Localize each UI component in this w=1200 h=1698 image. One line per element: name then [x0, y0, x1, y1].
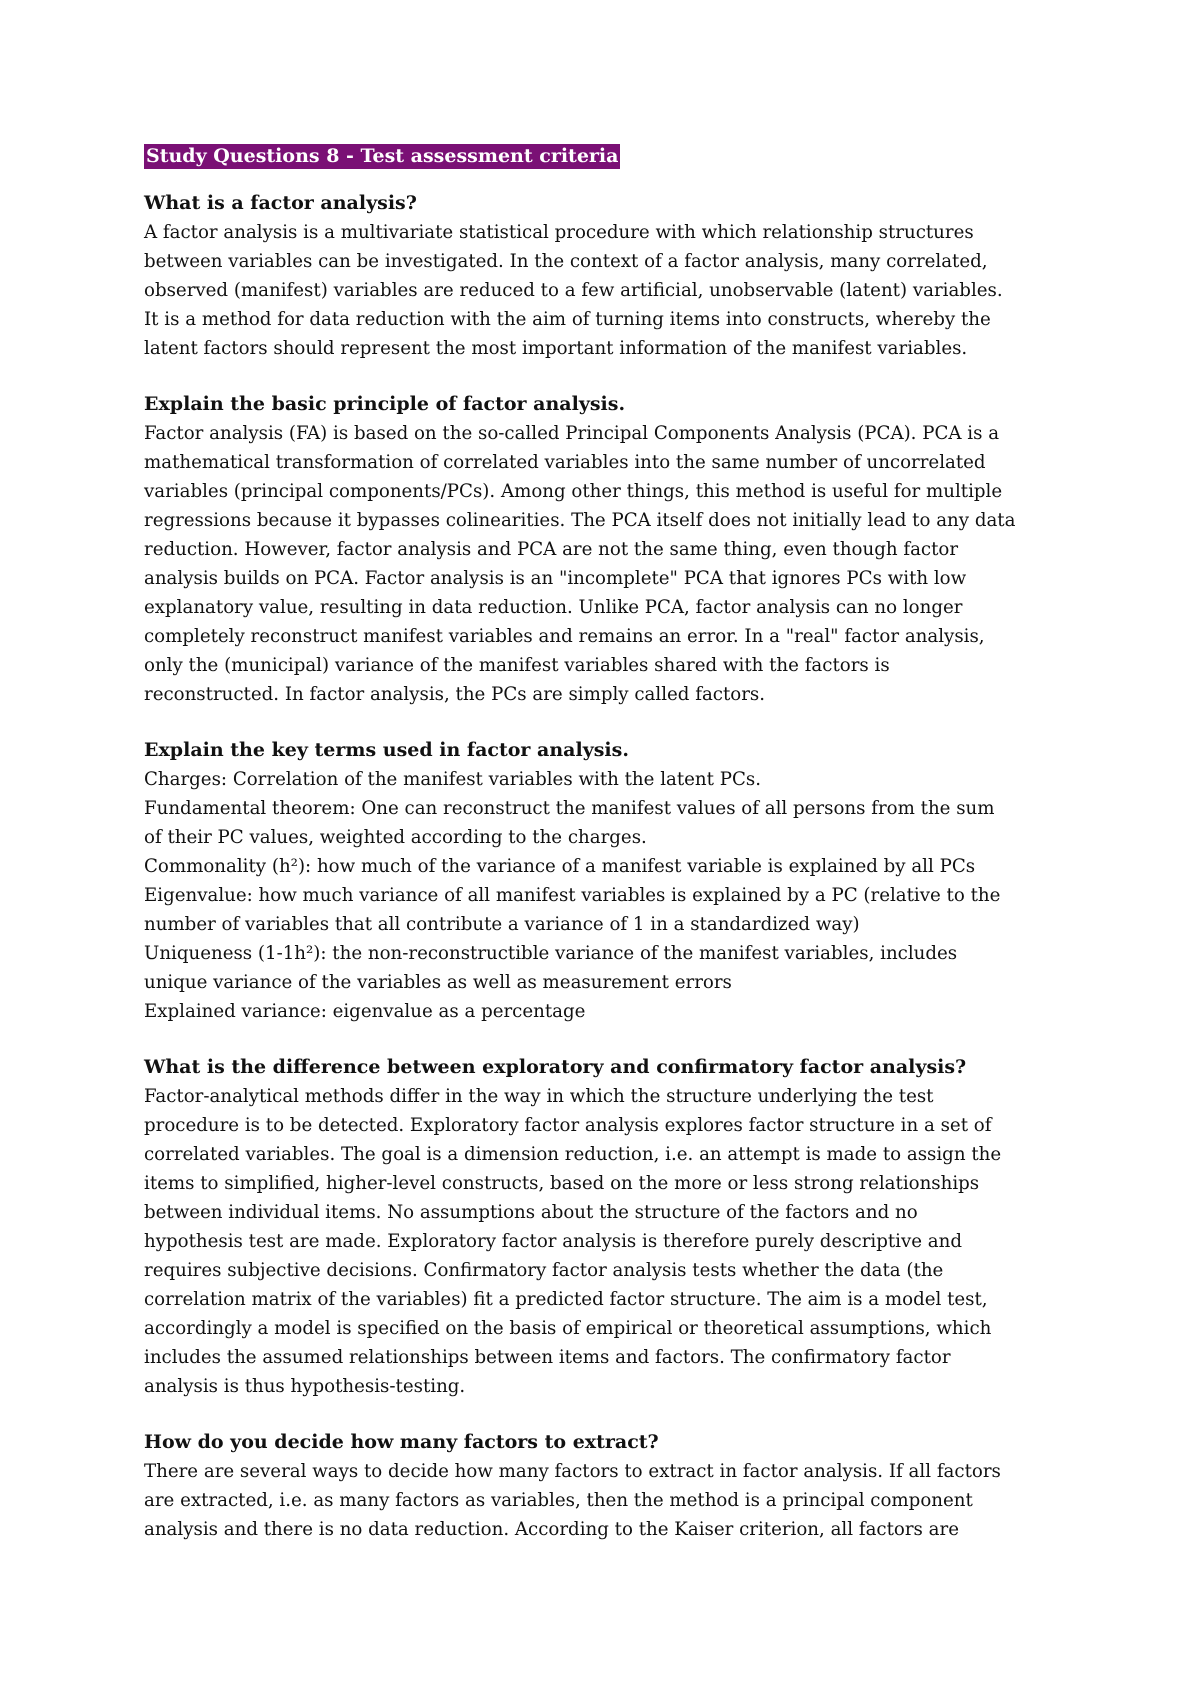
question-heading: Explain the basic principle of factor analysis.: [144, 393, 626, 415]
answer-line: between variables can be investigated. In the context of a factor analysis, many correlated,: [144, 251, 988, 272]
answer-line: unique variance of the variables as well as measurement errors: [144, 972, 732, 993]
qa-section: [144, 1053, 1064, 1401]
qa-section: [144, 1428, 1064, 1544]
answer-line: Fundamental theorem: One can reconstruct the manifest values of all persons from the sum: [144, 798, 995, 819]
answer-paragraph: [144, 1082, 1064, 1401]
answer-line: only the (municipal) variance of the manifest variables shared with the factors is: [144, 655, 890, 676]
answer-line: reconstructed. In factor analysis, the PCs are simply called factors.: [144, 684, 766, 705]
answer-line: Commonality (h²): how much of the variance of a manifest variable is explained by all PCs: [144, 856, 976, 877]
answer-line: explanatory value, resulting in data reduction. Unlike PCA, factor analysis can no longer: [144, 597, 963, 618]
answer-line: number of variables that all contribute a variance of 1 in a standardized way): [144, 914, 860, 935]
answer-paragraph: [144, 765, 1064, 1026]
qa-section: [144, 390, 1064, 709]
answer-line: requires subjective decisions. Confirmatory factor analysis tests whether the data (the: [144, 1260, 944, 1281]
answer-line: It is a method for data reduction with the aim of turning items into constructs, whereby the: [144, 309, 991, 330]
answer-line: items to simplified, higher-level constructs, based on the more or less strong relationships: [144, 1173, 980, 1194]
answer-paragraph: [144, 1457, 1064, 1544]
answer-line: There are several ways to decide how many factors to extract in factor analysis. If all factors: [144, 1461, 1001, 1482]
answer-line: correlated variables. The goal is a dimension reduction, i.e. an attempt is made to assign the: [144, 1144, 1002, 1165]
qa-section: [144, 189, 1064, 363]
answer-line: completely reconstruct manifest variables and remains an error. In a "real" factor analysis,: [144, 626, 985, 647]
answer-line: regressions because it bypasses colinearities. The PCA itself does not initially lead to any data: [144, 510, 1016, 531]
answer-line: analysis and there is no data reduction. According to the Kaiser criterion, all factors are: [144, 1519, 959, 1540]
answer-line: Uniqueness (1-1h²): the non-reconstructible variance of the manifest variables, includes: [144, 943, 958, 964]
document-page: [144, 144, 1064, 1571]
answer-line: observed (manifest) variables are reduced to a few artificial, unobservable (latent) variables.: [144, 280, 1003, 301]
question-heading: What is the difference between exploratory and confirmatory factor analysis?: [144, 1056, 967, 1078]
answer-line: Factor-analytical methods differ in the way in which the structure underlying the test: [144, 1086, 934, 1107]
answer-line: procedure is to be detected. Exploratory factor analysis explores factor structure in a set of: [144, 1115, 992, 1136]
answer-paragraph: [144, 419, 1064, 709]
answer-line: Explained variance: eigenvalue as a percentage: [144, 1001, 586, 1022]
answer-line: correlation matrix of the variables) fit a predicted factor structure. The aim is a model test,: [144, 1289, 988, 1310]
answer-line: are extracted, i.e. as many factors as variables, then the method is a principal component: [144, 1490, 973, 1511]
answer-line: variables (principal components/PCs). Among other things, this method is useful for multiple: [144, 481, 1003, 502]
answer-line: Factor analysis (FA) is based on the so-called Principal Components Analysis (PCA). PCA is a: [144, 423, 1000, 444]
answer-line: of their PC values, weighted according to the charges.: [144, 827, 647, 848]
answer-line: hypothesis test are made. Exploratory factor analysis is therefore purely descriptive and: [144, 1231, 963, 1252]
answer-line: latent factors should represent the most important information of the manifest variables.: [144, 338, 968, 359]
answer-line: A factor analysis is a multivariate statistical procedure with which relationship structures: [144, 222, 974, 243]
answer-line: reduction. However, factor analysis and PCA are not the same thing, even though factor: [144, 539, 959, 560]
answer-line: mathematical transformation of correlated variables into the same number of uncorrelated: [144, 452, 986, 473]
question-heading: Explain the key terms used in factor analysis.: [144, 739, 629, 761]
answer-paragraph: [144, 218, 1064, 363]
qa-section: [144, 736, 1064, 1026]
document-body: [144, 189, 1064, 1544]
answer-line: Charges: Correlation of the manifest variables with the latent PCs.: [144, 769, 761, 790]
question-heading: What is a factor analysis?: [144, 192, 417, 214]
answer-line: accordingly a model is specified on the basis of empirical or theoretical assumptions, which: [144, 1318, 992, 1339]
answer-line: between individual items. No assumptions about the structure of the factors and no: [144, 1202, 918, 1223]
answer-line: includes the assumed relationships between items and factors. The confirmatory factor: [144, 1347, 951, 1368]
answer-line: analysis is thus hypothesis-testing.: [144, 1376, 466, 1397]
document-title: Study Questions 8 - Test assessment criteria: [146, 145, 619, 167]
answer-line: Eigenvalue: how much variance of all manifest variables is explained by a PC (relative to the: [144, 885, 1001, 906]
question-heading: How do you decide how many factors to extract?: [144, 1431, 659, 1453]
answer-line: analysis builds on PCA. Factor analysis is an "incomplete" PCA that ignores PCs with low: [144, 568, 967, 589]
